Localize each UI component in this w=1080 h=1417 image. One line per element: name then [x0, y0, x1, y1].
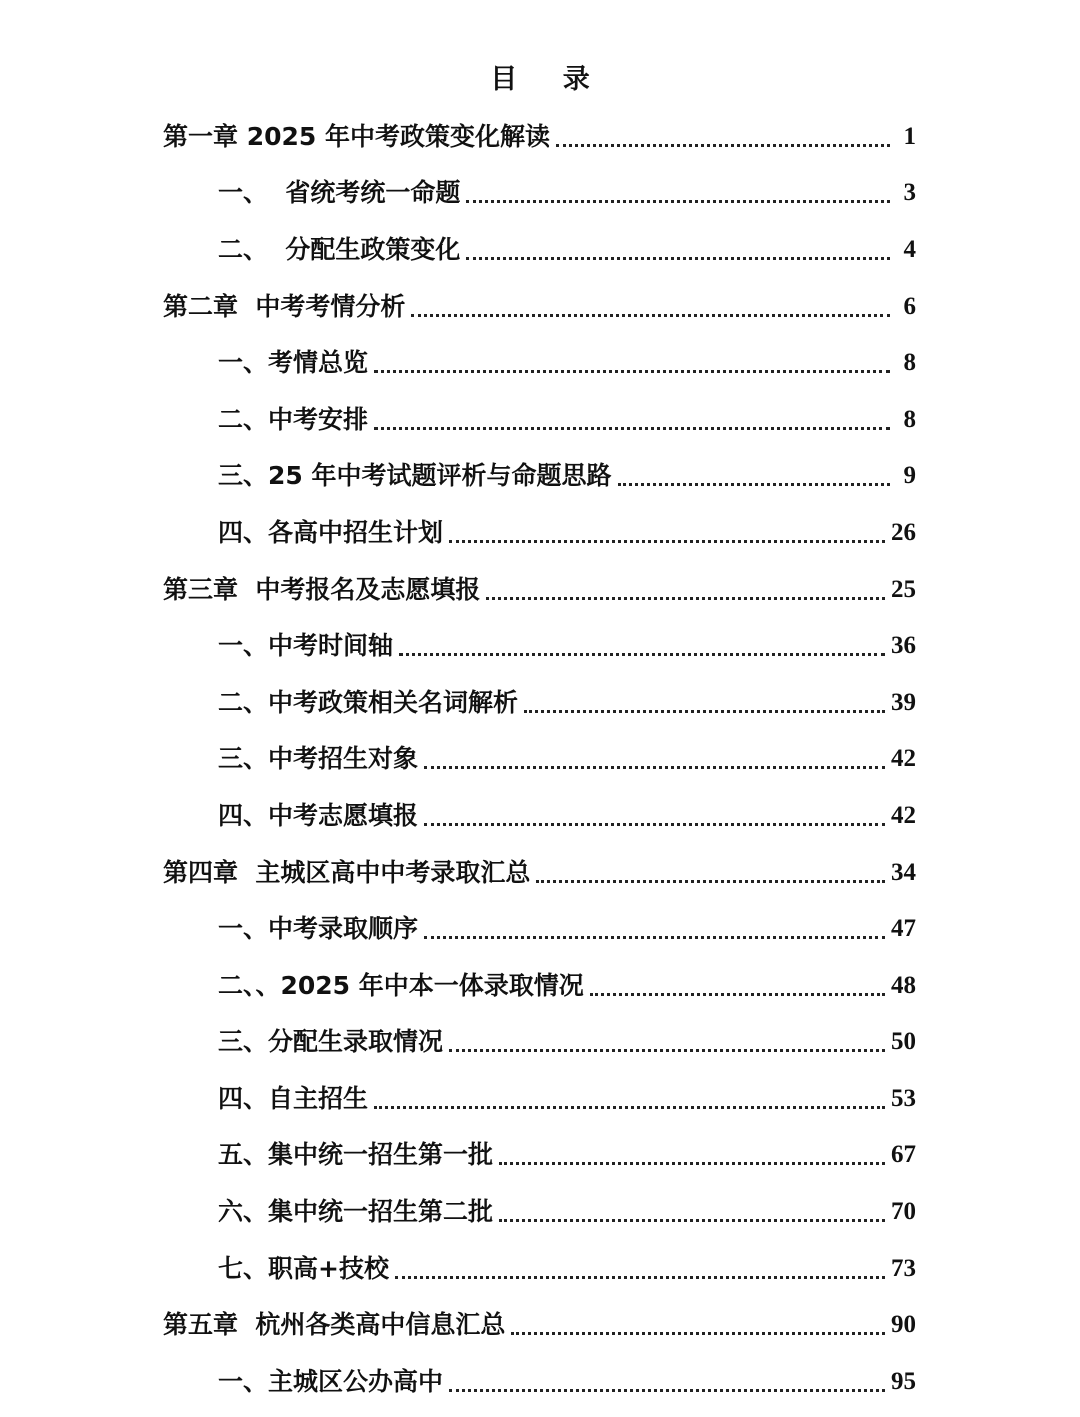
toc-entry-label: 第五章 杭州各类高中信息汇总	[163, 1310, 506, 1340]
toc-chapter-row[interactable]	[0, 561, 1080, 618]
toc-entry-label: 一、考情总览	[218, 348, 369, 378]
toc-page-number: 1	[903, 122, 916, 150]
toc-page-number: 70	[891, 1198, 916, 1226]
toc-entry-label: 第三章 中考报名及志愿填报	[163, 574, 481, 604]
toc-section-row[interactable]	[0, 391, 1080, 448]
toc-page-number: 36	[891, 632, 916, 660]
toc-chapter-row[interactable]	[0, 278, 1080, 335]
toc-section-row[interactable]	[0, 674, 1080, 731]
toc-dot-leader	[466, 194, 890, 203]
toc-chapter-row[interactable]	[0, 1296, 1080, 1353]
toc-dot-leader	[536, 874, 885, 883]
toc-dot-leader	[449, 1383, 885, 1392]
toc-section-row[interactable]	[0, 1127, 1080, 1184]
toc-dot-leader	[374, 421, 890, 430]
toc-entry-label: 三、分配生录取情况	[218, 1027, 444, 1057]
toc-section-row[interactable]	[0, 731, 1080, 788]
toc-dot-leader	[399, 647, 885, 656]
toc-dot-leader	[374, 1100, 885, 1109]
toc-dot-leader	[424, 760, 885, 769]
toc-dot-leader	[524, 704, 885, 713]
toc-entry-label: 一、主城区公办高中	[218, 1366, 444, 1396]
toc-page-number: 67	[891, 1141, 916, 1169]
toc-page-number: 26	[891, 518, 916, 546]
toc-dot-leader	[449, 1043, 885, 1052]
toc-page-number: 8	[903, 405, 916, 433]
toc-list	[0, 108, 1080, 1410]
toc-section-row[interactable]	[0, 334, 1080, 391]
toc-page-number: 90	[891, 1311, 916, 1339]
toc-section-row[interactable]	[0, 787, 1080, 844]
toc-dot-leader	[499, 1213, 885, 1222]
toc-page-number: 42	[891, 745, 916, 773]
toc-entry-label: 二、 分配生政策变化	[218, 234, 461, 264]
toc-entry-label: 六、集中统一招生第二批	[218, 1197, 494, 1227]
toc-section-row[interactable]	[0, 617, 1080, 674]
toc-entry-label: 一、中考录取顺序	[218, 914, 419, 944]
toc-entry-label: 二、中考安排	[218, 404, 369, 434]
toc-dot-leader	[499, 1156, 885, 1165]
toc-page-number: 9	[903, 462, 916, 490]
toc-dot-leader	[556, 138, 890, 147]
toc-section-row[interactable]	[0, 1183, 1080, 1240]
toc-page-number: 3	[903, 179, 916, 207]
toc-section-row[interactable]	[0, 1014, 1080, 1071]
toc-dot-leader	[424, 817, 885, 826]
toc-page-number: 39	[891, 688, 916, 716]
toc-dot-leader	[411, 308, 890, 317]
toc-page-number: 6	[903, 292, 916, 320]
toc-page-number: 25	[891, 575, 916, 603]
toc-dot-leader	[449, 534, 885, 543]
toc-title: 目 录	[490, 64, 608, 95]
toc-page-number: 42	[891, 801, 916, 829]
toc-entry-label: 四、自主招生	[218, 1083, 369, 1113]
toc-section-row[interactable]	[0, 900, 1080, 957]
toc-section-row[interactable]	[0, 957, 1080, 1014]
toc-section-row[interactable]	[0, 221, 1080, 278]
toc-section-row[interactable]	[0, 1240, 1080, 1297]
toc-section-row[interactable]	[0, 504, 1080, 561]
toc-entry-label: 一、 省统考统一命题	[218, 178, 461, 208]
toc-entry-label: 二、、2025 年中本一体录取情况	[218, 970, 584, 1000]
toc-dot-leader	[618, 477, 891, 486]
toc-entry-label: 第二章 中考考情分析	[163, 291, 406, 321]
toc-page-number: 50	[891, 1028, 916, 1056]
toc-entry-label: 二、中考政策相关名词解析	[218, 687, 519, 717]
toc-page-number: 47	[891, 915, 916, 943]
toc-entry-label: 第四章 主城区高中中考录取汇总	[163, 857, 531, 887]
toc-page-number: 95	[891, 1367, 916, 1395]
toc-page-number: 73	[891, 1254, 916, 1282]
toc-entry-label: 四、中考志愿填报	[218, 800, 419, 830]
toc-page-number: 53	[891, 1084, 916, 1112]
toc-dot-leader	[374, 364, 890, 373]
toc-entry-label: 七、职高+技校	[218, 1253, 389, 1283]
toc-section-row[interactable]	[0, 448, 1080, 505]
toc-dot-leader	[466, 251, 890, 260]
toc-dot-leader	[486, 591, 885, 600]
toc-dot-leader	[424, 930, 885, 939]
toc-dot-leader	[590, 987, 885, 996]
toc-chapter-row[interactable]	[0, 844, 1080, 901]
toc-page-number: 4	[903, 235, 916, 263]
toc-section-row[interactable]	[0, 1353, 1080, 1410]
toc-entry-label: 三、25 年中考试题评析与命题思路	[218, 461, 612, 491]
toc-section-row[interactable]	[0, 165, 1080, 222]
toc-entry-label: 三、中考招生对象	[218, 744, 419, 774]
toc-entry-label: 第一章 2025 年中考政策变化解读	[163, 121, 550, 151]
toc-dot-leader	[395, 1270, 885, 1279]
toc-entry-label: 四、各高中招生计划	[218, 517, 444, 547]
toc-section-row[interactable]	[0, 1070, 1080, 1127]
toc-dot-leader	[511, 1326, 885, 1335]
toc-chapter-row[interactable]	[0, 108, 1080, 165]
toc-page-number: 34	[891, 858, 916, 886]
toc-entry-label: 五、集中统一招生第一批	[218, 1140, 494, 1170]
toc-page-number: 48	[891, 971, 916, 999]
toc-page-number: 8	[903, 349, 916, 377]
toc-entry-label: 一、中考时间轴	[218, 631, 394, 661]
